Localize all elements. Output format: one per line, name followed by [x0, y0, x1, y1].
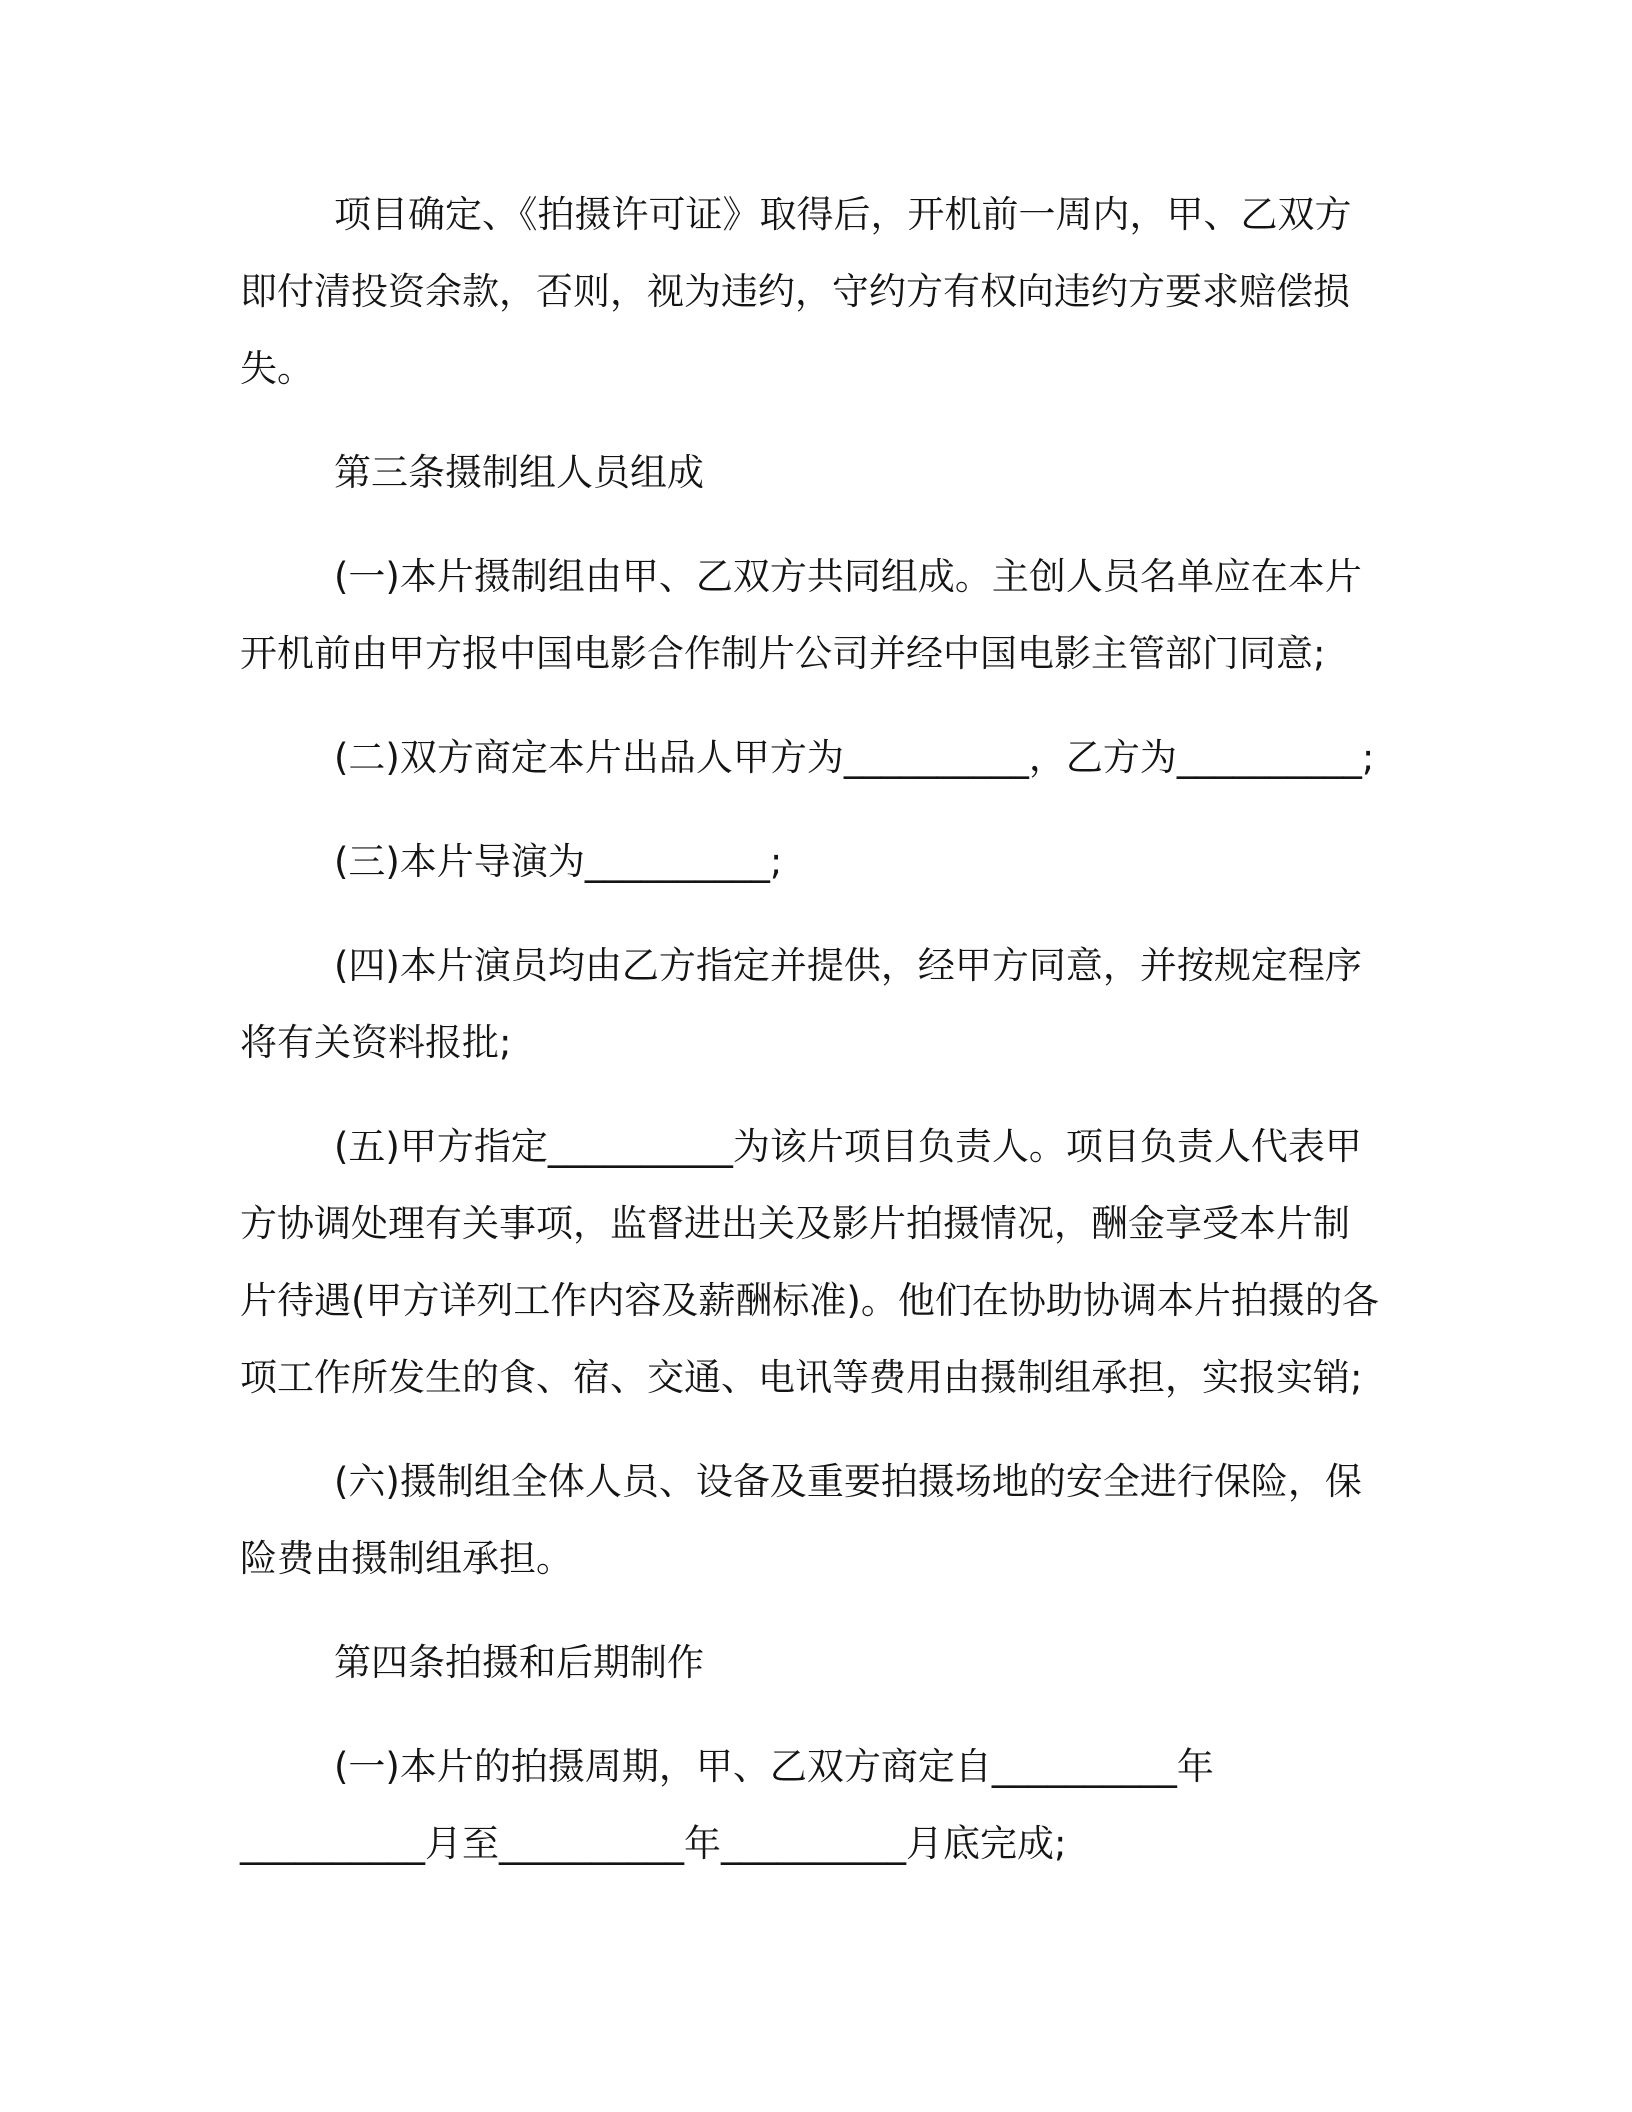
- paragraph-line: (三)本片导演为__________;: [334, 840, 783, 883]
- clause-4-1: [240, 1728, 1390, 1882]
- paragraph-line: __________月至__________年__________月底完成;: [240, 1822, 1067, 1865]
- heading-article-3: [240, 434, 1390, 511]
- paragraph-line: (二)双方商定本片出品人甲方为__________，乙方为__________;: [334, 736, 1375, 779]
- paragraph-line: (一)本片摄制组由甲、乙双方共同组成。主创人员名单应在本片: [334, 555, 1362, 598]
- paragraph-line: 方协调处理有关事项，监督进出关及影片拍摄情况，酬金享受本片制: [240, 1202, 1350, 1245]
- clause-3-2: [240, 719, 1390, 796]
- document-page: [240, 176, 1390, 1909]
- paragraph-line: (一)本片的拍摄周期，甲、乙双方商定自__________年: [334, 1745, 1214, 1788]
- clause-3-6: [240, 1443, 1390, 1597]
- paragraph-payment-terms: [240, 176, 1390, 407]
- clause-3-5: [240, 1108, 1390, 1416]
- paragraph-line: 项目确定、《拍摄许可证》取得后，开机前一周内，甲、乙双方: [334, 193, 1352, 236]
- paragraph-line: (六)摄制组全体人员、设备及重要拍摄场地的安全进行保险，保: [334, 1460, 1362, 1503]
- paragraph-line: 片待遇(甲方详列工作内容及薪酬标准)。他们在协助协调本片拍摄的各: [240, 1279, 1379, 1322]
- clause-3-1: [240, 538, 1390, 692]
- paragraph-line: 项工作所发生的食、宿、交通、电讯等费用由摄制组承担，实报实销;: [240, 1356, 1363, 1399]
- clause-3-3: [240, 823, 1390, 900]
- paragraph-line: (四)本片演员均由乙方指定并提供，经甲方同意，并按规定程序: [334, 944, 1362, 987]
- section-heading: 第四条拍摄和后期制作: [334, 1641, 704, 1684]
- paragraph-line: 开机前由甲方报中国电影合作制片公司并经中国电影主管部门同意;: [240, 632, 1326, 675]
- heading-article-4: [240, 1624, 1390, 1701]
- clause-3-4: [240, 927, 1390, 1081]
- paragraph-line: 险费由摄制组承担。: [240, 1537, 573, 1580]
- paragraph-line: 即付清投资余款，否则，视为违约，守约方有权向违约方要求赔偿损: [240, 270, 1350, 313]
- paragraph-line: 将有关资料报批;: [240, 1021, 512, 1064]
- paragraph-line: (五)甲方指定__________为该片项目负责人。项目负责人代表甲: [334, 1125, 1362, 1168]
- section-heading: 第三条摄制组人员组成: [334, 451, 704, 494]
- paragraph-line: 失。: [240, 347, 314, 390]
